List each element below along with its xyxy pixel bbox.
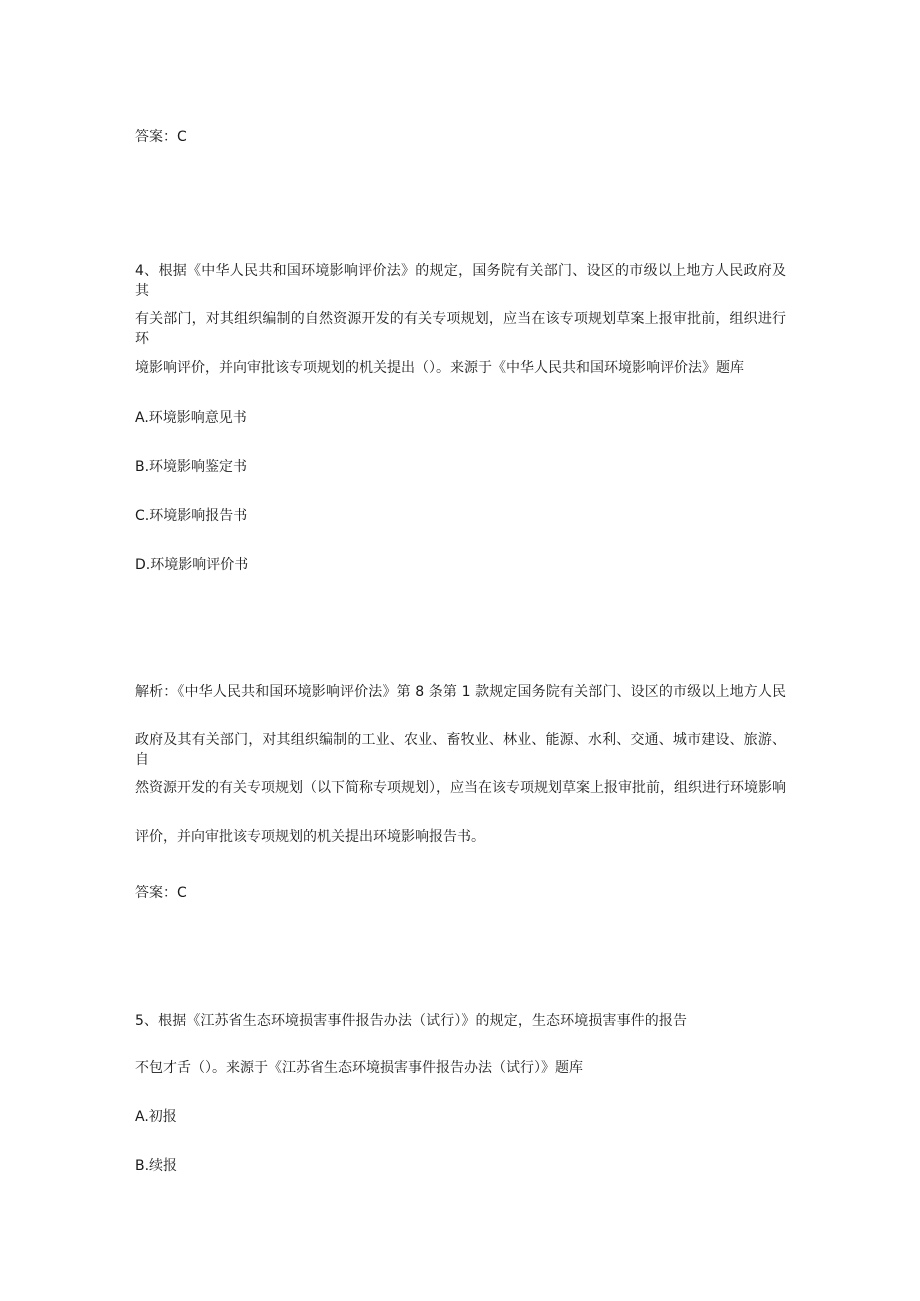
question-text-line: 不包才舌（）。来源于《江苏省生态环境损害事件报告办法（试行）》题库 bbox=[135, 1060, 583, 1076]
option-a: A.初报 bbox=[135, 1109, 177, 1125]
question-text-line: 5、根据《江苏省生态环境损害事件报告办法（试行）》的规定，生态环境损害事件的报告 bbox=[135, 1013, 687, 1029]
option-d: D.环境影响评价书 bbox=[135, 557, 249, 573]
analysis-line: 政府及其有关部门，对其组织编制的工业、农业、畜牧业、林业、能源、水利、交通、城市建设、旅游、自 bbox=[135, 732, 786, 768]
analysis-line: 评价，并向审批该专项规划的机关提出环境影响报告书。 bbox=[135, 829, 485, 845]
option-b: B.环境影响鉴定书 bbox=[135, 459, 248, 475]
option-a: A.环境影响意见书 bbox=[135, 410, 247, 426]
question-text-line: 境影响评价，并向审批该专项规划的机关提出（）。来源于《中华人民共和国环境影响评价法》题库 bbox=[135, 360, 744, 376]
option-b: B.续报 bbox=[135, 1158, 178, 1174]
answer: 答案：C bbox=[135, 885, 187, 901]
question-text-line: 4、根据《中华人民共和国环境影响评价法》的规定，国务院有关部门、设区的市级以上地方人民政府及其 bbox=[135, 263, 786, 299]
option-c: C.环境影响报告书 bbox=[135, 508, 248, 524]
analysis-line: 然资源开发的有关专项规划（以下简称专项规划），应当在该专项规划草案上报审批前，组织进行环境影响 bbox=[135, 780, 786, 796]
question-text-line: 有关部门，对其组织编制的自然资源开发的有关专项规划，应当在该专项规划草案上报审批前，组织进行环 bbox=[135, 311, 786, 347]
analysis-line: 解析：《中华人民共和国环境影响评价法》第 8 条第 1 款规定国务院有关部门、设区的市级以上地方人民 bbox=[135, 684, 786, 700]
answer-previous: 答案：C bbox=[135, 129, 187, 145]
